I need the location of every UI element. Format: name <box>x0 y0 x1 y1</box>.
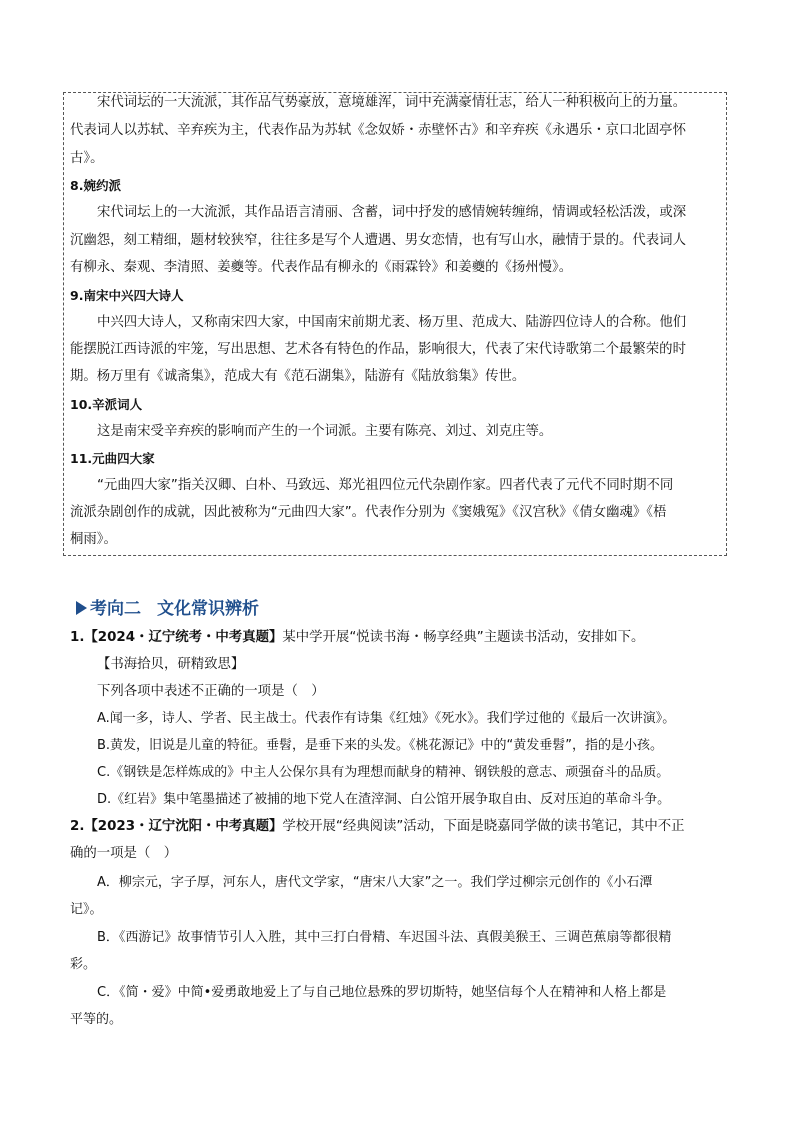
question-text: 某中学开展“悦读书海・畅享经典”主题读书活动，安排如下。 <box>282 630 645 645</box>
question-stem <box>70 629 644 647</box>
paragraph-line: 桐雨》。 <box>70 532 117 547</box>
option-d: D.《红岩》集中笔墨描述了被捕的地下党人在渣滓洞、白公馆开展争取自由、反对压迫的革命斗争。 <box>97 792 671 807</box>
paragraph-line: 宋代词坛的一大流派，其作品气势豪放，意境雄浑，词中充满豪情壮志，给人一种积极向上的力量。 <box>97 95 687 110</box>
option-a-cont: 记》。 <box>70 902 103 917</box>
paragraph-line: 古》。 <box>70 151 104 166</box>
question-number: 1. <box>70 630 85 645</box>
triangle-bullet-icon <box>76 601 87 615</box>
heading-11: 11.元曲四大家 <box>70 451 155 466</box>
question-text: 学校开展“经典阅读”活动，下面是晓嘉同学做的读书笔记，其中不正 <box>282 819 685 834</box>
paragraph-line: 有柳永、秦观、李清照、姜夔等。代表作品有柳永的《雨霖铃》和姜夔的《扬州慢》。 <box>70 260 573 275</box>
question-text-cont: 确的一项是（ ） <box>70 846 178 861</box>
heading-10: 10.辛派词人 <box>70 397 143 412</box>
option-c: C．《简・爱》中简•爱勇敢地爱上了与自己地位悬殊的罗切斯特，她坚信每个人在精神和人格上都是 <box>97 985 667 1000</box>
question-number: 2. <box>70 819 85 834</box>
option-b: B．《西游记》故事情节引人入胜，其中三打白骨精、车迟国斗法、真假美猴王、三调芭蕉扇等都很精 <box>97 930 672 945</box>
paragraph-line: 这是南宋受辛弃疾的影响而产生的一个词派。主要有陈亮、刘过、刘克庄等。 <box>97 424 553 439</box>
paragraph-line: 流派杂剧创作的成就，因此被称为“元曲四大家”。代表作分别为《窦娥冤》《汉宫秋》《倩女幽魂》《梧 <box>70 505 667 520</box>
option-b: B.黄发，旧说是儿童的特征。垂髫，是垂下来的头发。《桃花源记》中的“黄发垂髫”，指的是小孩。 <box>97 738 664 753</box>
paragraph-line: 代表词人以苏轼、辛弃疾为主，代表作品为苏轼《念奴娇・赤壁怀古》和辛弃疾《永遇乐・京口北固亭怀 <box>70 123 686 138</box>
section-heading <box>76 594 259 619</box>
section-title: 文化常识辨析 <box>157 599 259 619</box>
option-c: C.《钢铁是怎样炼成的》中主人公保尔具有为理想而献身的精神、钢铁般的意志、顽强奋斗的品质。 <box>97 765 670 780</box>
question-subheading: 【书海拾贝，研精致思】 <box>97 657 245 672</box>
paragraph-line: 宋代词坛上的一大流派，其作品语言清丽、含蓄，词中抒发的感情婉转缠绵，情调或轻松活泼，或深 <box>97 205 687 220</box>
heading-8: 8.婉约派 <box>70 178 121 193</box>
question-stem <box>70 818 685 836</box>
heading-9: 9.南宋中兴四大诗人 <box>70 288 184 303</box>
question-prompt: 下列各项中表述不正确的一项是（ ） <box>97 684 325 699</box>
option-a: A．柳宗元，字子厚，河东人，唐代文学家，“唐宋八大家”之一。我们学过柳宗元创作的《小石潭 <box>97 875 653 890</box>
paragraph-line: 能摆脱江西诗派的牢笼，写出思想、艺术各有特色的作品，影响很大，代表了宋代诗歌第二个最繁荣的时 <box>70 342 686 357</box>
section-prefix: 考向二 <box>90 599 141 619</box>
paragraph-line: 沉幽怨，刻工精细，题材较狭窄，往往多是写个人遭遇、男女恋情，也有写山水，融情于景的。代表词人 <box>70 233 686 248</box>
option-b-cont: 彩。 <box>70 957 97 972</box>
option-a: A.闻一多，诗人、学者、民主战士。代表作有诗集《红烛》《死水》。我们学过他的《最后一次讲演》。 <box>97 711 676 726</box>
option-c-cont: 平等的。 <box>70 1012 123 1027</box>
question-source-tag: 【2024・辽宁统考・中考真题】 <box>84 630 283 645</box>
paragraph-line: 期。杨万里有《诚斋集》，范成大有《范石湖集》，陆游有《陆放翁集》传世。 <box>70 369 526 384</box>
paragraph-line: “元曲四大家”指关汉卿、白朴、马致远、郑光祖四位元代杂剧作家。四者代表了元代不同时期不同 <box>97 478 674 493</box>
question-source-tag: 【2023・辽宁沈阳・中考真题】 <box>84 819 283 834</box>
paragraph-line: 中兴四大诗人，又称南宋四大家，中国南宋前期尤袤、杨万里、范成大、陆游四位诗人的合称。他们 <box>97 315 687 330</box>
